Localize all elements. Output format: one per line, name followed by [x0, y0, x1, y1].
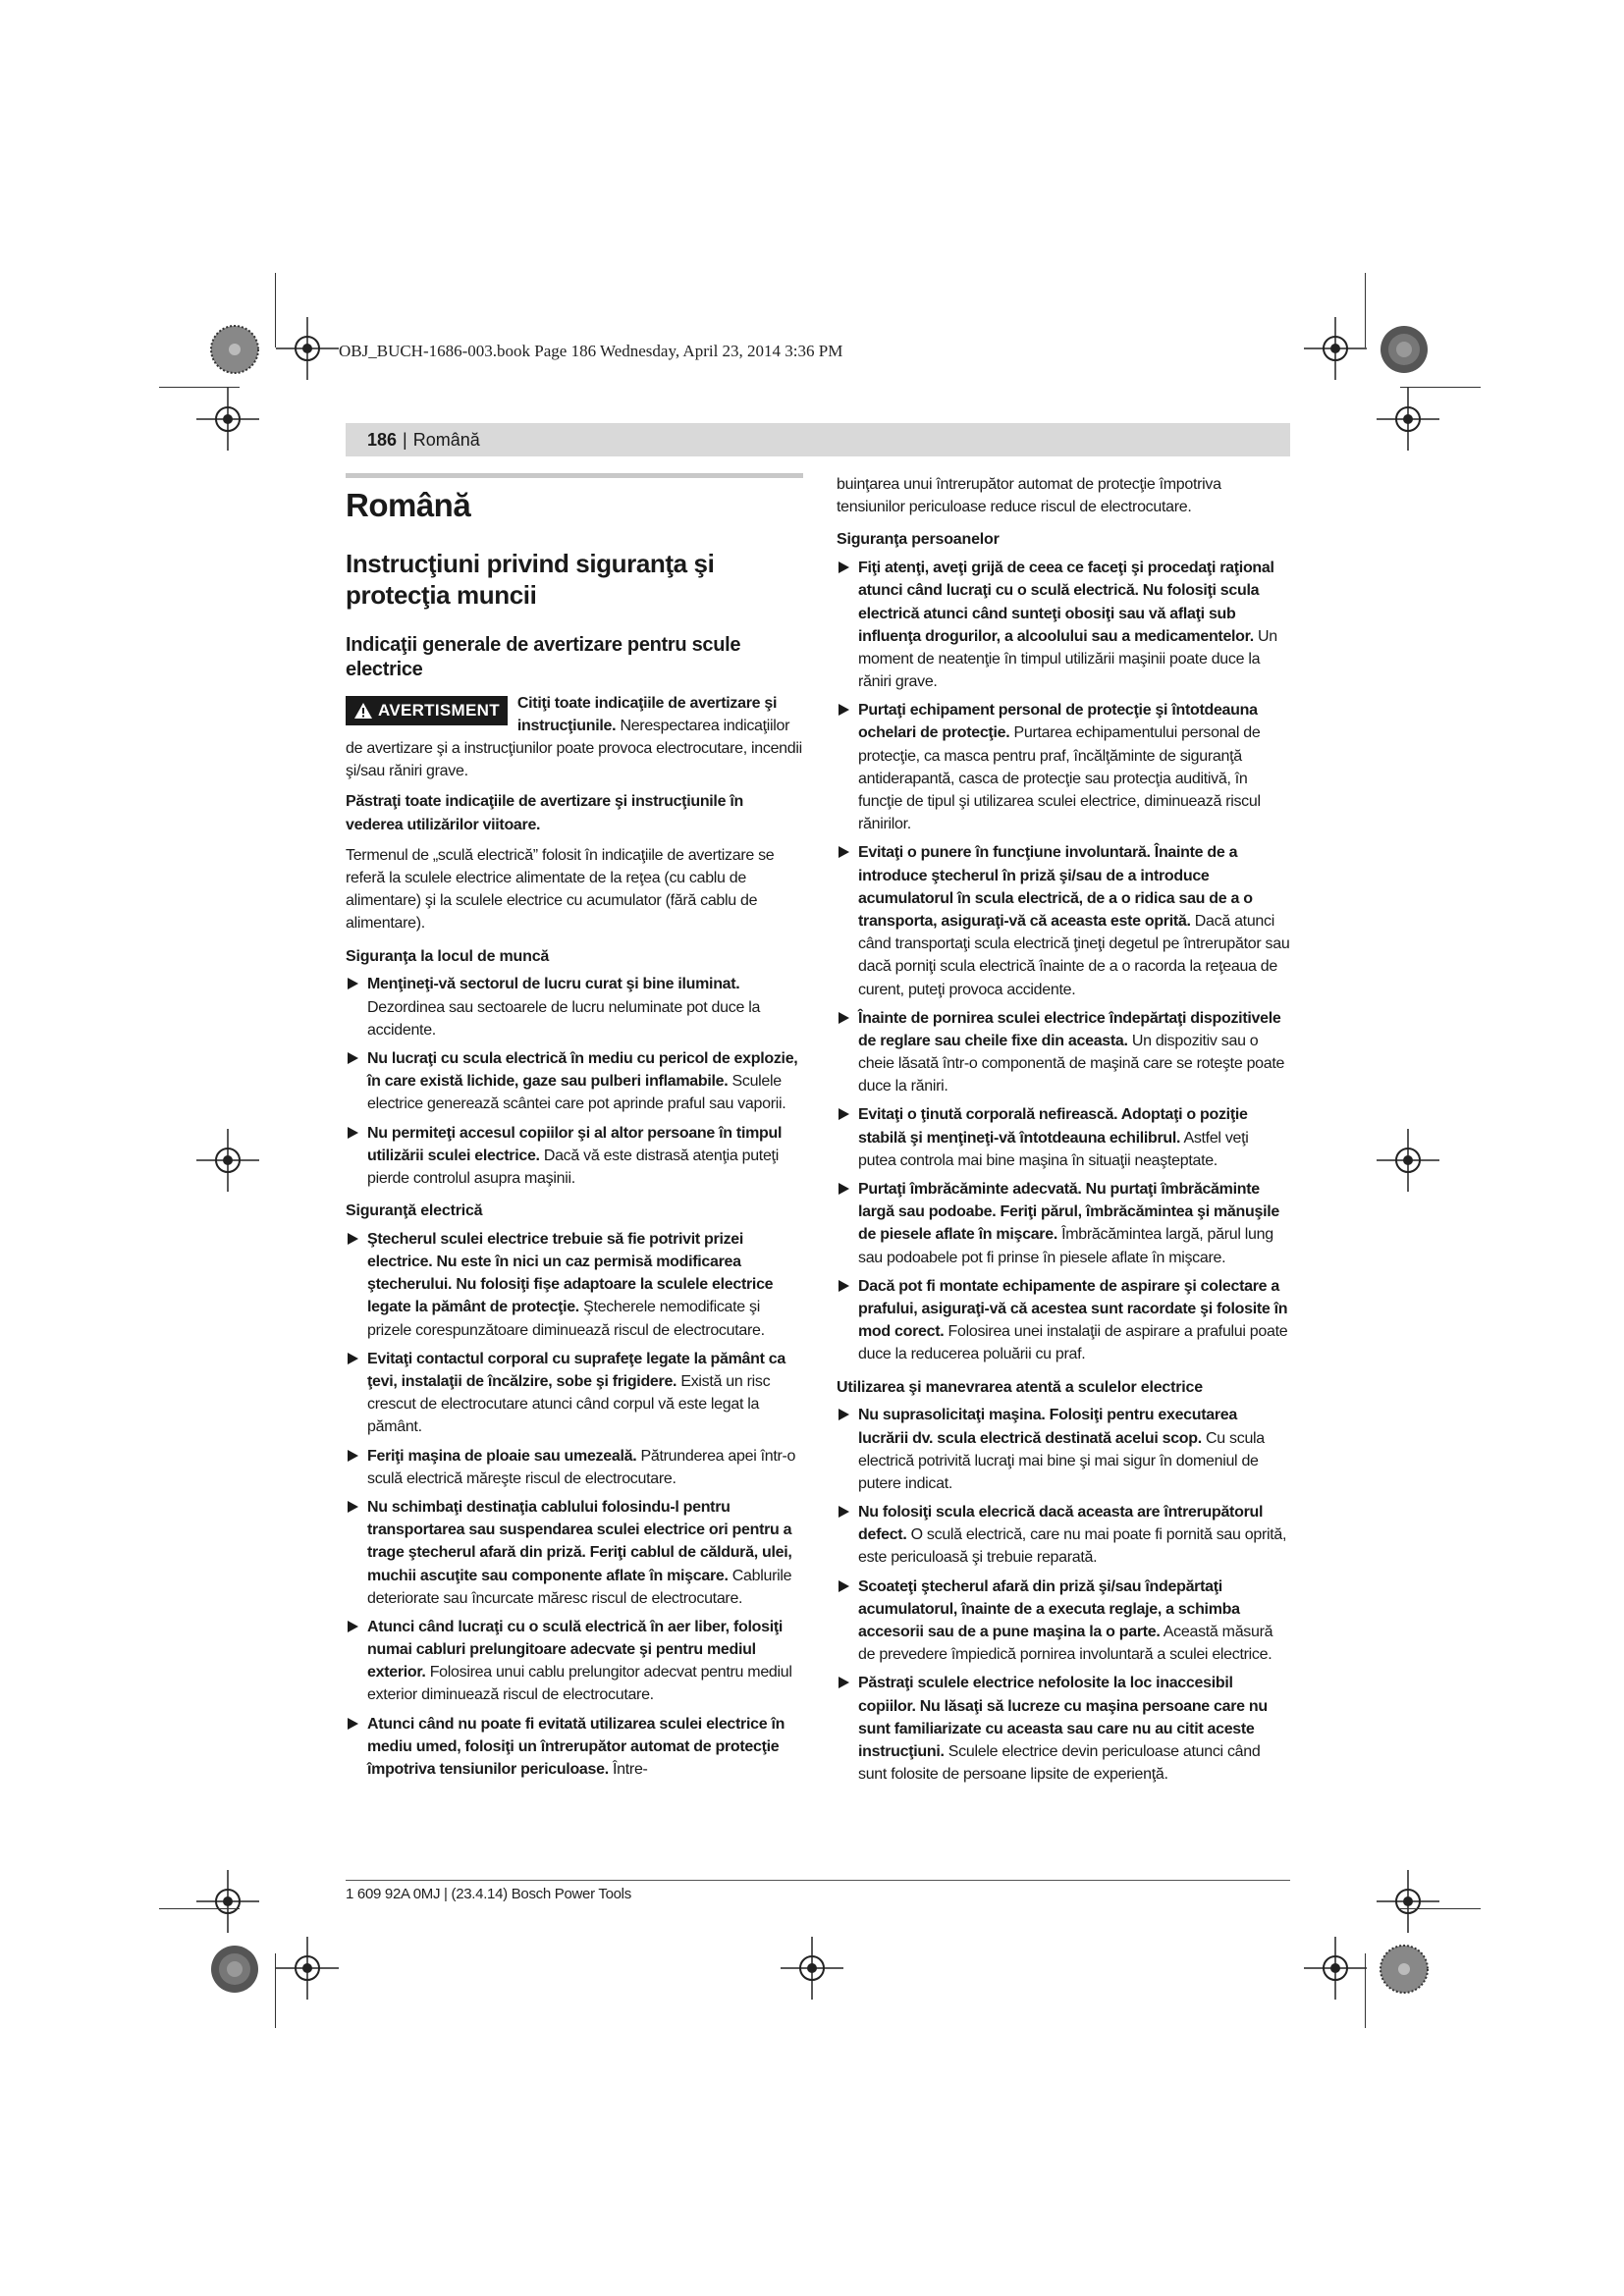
- registration-mark-right-upper: [1377, 388, 1439, 451]
- color-disc-bottom-right: [1379, 1944, 1430, 1995]
- list-item: Purtaţi îmbrăcăminte adecvată. Nu purtaţi îmbrăcăminte largă sau podoabe. Feriţi părul, îmbrăcămintea şi mănuşile de piesele aflate în mişcare. Îmbrăcămintea largă, părul lung sau podoabele pot fi prinse în piesele aflate în mişcare.: [837, 1178, 1290, 1269]
- right-column: [837, 473, 1290, 1791]
- registration-mark-left-middle: [196, 1129, 259, 1192]
- warning-bold: Citiţi toate indicaţiile de avertizare şi instrucţiunile.: [516, 694, 778, 734]
- bullet-arrow-icon: [839, 1012, 849, 1024]
- trim-line-bottom-left-horizontal: [159, 1908, 240, 1909]
- bullet-arrow-icon: [839, 1183, 849, 1195]
- trim-line-bottom-right-horizontal: [1400, 1908, 1481, 1909]
- color-disc-bottom-left: [209, 1944, 260, 1995]
- workplace-heading: Siguranţa la locul de muncă: [346, 947, 550, 965]
- bullet-arrow-icon: [348, 1127, 358, 1139]
- handling-list: [837, 1404, 1290, 1786]
- list-item: Ştecherul sculei electrice trebuie să fie potrivit prizei electrice. Nu este în nici un caz permisă modificarea ştecherului. Nu folosiţi fişe adaptoare la sculele electrice legate la pământ de protecţie. Ştecherele nemodificate şi prizele corespunzătoare diminuează riscul de electrocutare.: [346, 1228, 803, 1342]
- list-item: Evitaţi contactul corporal cu suprafeţe legate la pământ ca ţevi, instalaţii de încălzire, sobe şi frigidere. Există un risc crescut de electrocutare atunci când corpul vă este legat la pământ.: [346, 1348, 803, 1439]
- registration-mark-top-right: [1304, 317, 1367, 380]
- list-item: Evitaţi o ţinută corporală nefirească. Adoptaţi o poziţie stabilă şi menţineţi-vă întotdeauna echilibrul. Astfel veţi putea controla mai bine maşina în situaţii neaşteptate.: [837, 1103, 1290, 1172]
- bullet-arrow-icon: [839, 561, 849, 573]
- header-language: Română: [412, 429, 480, 450]
- trim-line-top-right-horizontal: [1400, 387, 1481, 388]
- color-disc-top-right: [1379, 324, 1430, 375]
- bullet-arrow-icon: [348, 1353, 358, 1364]
- registration-mark-bottom-right: [1304, 1937, 1367, 2000]
- footer-rule: [346, 1880, 1290, 1881]
- personal-list: [837, 557, 1290, 1365]
- warning-triangle-icon: [353, 702, 373, 720]
- slug-line: OBJ_BUCH-1686-003.book Page 186 Wednesday, April 23, 2014 3:36 PM: [339, 342, 843, 360]
- handling-heading: Utilizarea şi manevrarea atentă a sculelor electrice: [837, 1378, 1203, 1396]
- bullet-arrow-icon: [348, 978, 358, 989]
- bullet-arrow-icon: [839, 1506, 849, 1518]
- list-item: Nu lucraţi cu scula electrică în mediu cu pericol de explozie, în care există lichide, gaze sau pulberi inflamabile. Sculele electrice generează scântei care pot aprinde praful sau vaporii.: [346, 1047, 803, 1116]
- electrical-heading: Siguranţă electrică: [346, 1202, 483, 1220]
- warning-badge: [346, 696, 508, 726]
- page-footer: 1 609 92A 0MJ | (23.4.14) Bosch Power Tools: [346, 1886, 631, 1902]
- list-item: Nu schimbaţi destinaţia cablului folosindu-l pentru transportarea sau suspendarea sculei electrice ori pentru a trage ştecherul afară din priză. Feriţi cablul de căldură, ulei, muchii ascuţite sau componente aflate în mişcare. Cablurile deteriorate sau încurcate măresc riscul de electrocutare.: [346, 1496, 803, 1610]
- list-item: Nu permiteţi accesul copiilor şi al altor persoane în timpul utilizării sculei electrice. Dacă vă este distrasă atenţia puteţi pierde controlul asupra maşinii.: [346, 1122, 803, 1191]
- list-item: Feriţi maşina de ploaie sau umezeală. Pătrunderea apei într-o sculă electrică măreşte riscul de electrocutare.: [346, 1445, 803, 1490]
- keep-instructions: Păstraţi toate indicaţiile de avertizare şi instrucţiunile în vederea utilizărilor viitoare.: [346, 793, 743, 833]
- warning-paragraph: [346, 692, 803, 783]
- title-rule: [346, 473, 803, 478]
- section-title: Instrucţiuni privind siguranţa şi protecţia muncii: [346, 549, 715, 611]
- workplace-list: [346, 973, 803, 1190]
- registration-mark-left-lower: [196, 1870, 259, 1933]
- list-item: Evitaţi o punere în funcţiune involuntară. Înainte de a introduce ştecherul în priză şi/sau de a introduce acumulatorul în scula electrică, de a o ridica sau de a o transporta, asiguraţi-vă că aceasta este oprită. Dacă atunci când transportaţi scula electrică ţineţi degetul pe întrerupător sau dacă porniţi scula electrică înainte de a o racorda la reţeaua de curent, puteţi provoca accidente.: [837, 841, 1290, 1000]
- header-separator: |: [403, 429, 407, 450]
- bullet-arrow-icon: [348, 1052, 358, 1064]
- trim-line-top-left-horizontal: [159, 387, 240, 388]
- term-definition: Termenul de „sculă electrică” folosit în indicaţiile de avertizare se referă la sculele electrice alimentate de la reţea (cu cablu de alimentare) şi la sculele electrice cu acumulator (fără cablu de alimentare).: [346, 846, 775, 933]
- list-item: Dacă pot fi montate echipamente de aspirare şi colectare a prafului, asiguraţi-vă că acestea sunt racordate şi folosite în mod corect. Folosirea unei instalaţii de aspirare a prafului poate duce la reducerea poluării cu praf.: [837, 1275, 1290, 1366]
- bullet-arrow-icon: [839, 846, 849, 858]
- list-item: Purtaţi echipament personal de protecţie şi întotdeauna ochelari de protecţie. Purtarea echipamentului personal de protecţie, ca masca pentru praf, încălţăminte de siguranţă antiderapantă, casca de protecţie sau protecţia auditivă, în funcţie de tipul şi utilizarea sculei electrice, diminuează riscul rănirilor.: [837, 699, 1290, 835]
- warning-badge-label: AVERTISMENT: [378, 700, 500, 720]
- list-item: Fiţi atenţi, aveţi grijă de ceea ce faceţi şi procedaţi raţional atunci când lucraţi cu o sculă electrică. Nu folosiţi scula electrică atunci când sunteţi obosiţi sau vă aflaţi sub influenţa drogurilor, a alcoolului sau a medicamentelor. Un moment de neatenţie în timpul utilizării maşinii poate duce la răniri grave.: [837, 557, 1290, 693]
- trim-line-top-left-vertical: [275, 273, 276, 347]
- color-disc-top-left: [209, 324, 260, 375]
- warning-text: Nerespectarea indicaţiilor de avertizare şi a instrucţiunilor poate provoca electrocutare, incendii şi/sau răniri grave.: [346, 717, 802, 780]
- bullet-arrow-icon: [839, 1677, 849, 1688]
- bullet-arrow-icon: [348, 1233, 358, 1245]
- bullet-arrow-icon: [839, 1409, 849, 1420]
- trim-line-bottom-right-vertical: [1365, 1953, 1366, 2028]
- list-item: Menţineţi-vă sectorul de lucru curat şi bine iluminat. Dezordinea sau sectoarele de lucru neluminate pot duce la accidente.: [346, 973, 803, 1041]
- page-title: Română: [346, 487, 471, 523]
- list-item: Atunci când lucraţi cu o sculă electrică în aer liber, folosiţi numai cabluri prelungitoare adecvate şi pentru mediul exterior. Folosirea unui cablu prelungitor adecvat pentru mediul exterior diminuează riscul de electrocutare.: [346, 1616, 803, 1707]
- personal-heading: Siguranţa persoanelor: [837, 531, 1000, 549]
- list-item: Păstraţi sculele electrice nefolosite la loc inaccesibil copiilor. Nu lăsaţi să lucreze cu maşina persoane care nu sunt familiarizate cu aceasta sau care nu au citit aceste instrucţiuni. Sculele electrice devin periculoase atunci când sunt folosite de persoane lipsite de experienţă.: [837, 1672, 1290, 1786]
- list-item: Atunci când nu poate fi evitată utilizarea sculei electrice în mediu umed, folosiţi un întrerupător automat de protecţie împotriva tensiunilor periculoase. Între-: [346, 1713, 803, 1782]
- page-number: 186: [367, 429, 398, 450]
- page-header: [346, 423, 1290, 456]
- list-item: Nu suprasolicitaţi maşina. Folosiţi pentru executarea lucrării dv. scula electrică destinată acelui scop. Cu scula electrică potrivită lucraţi mai bine şi mai sigur în domeniul de putere indicat.: [837, 1404, 1290, 1495]
- registration-mark-bottom-left: [276, 1937, 339, 2000]
- bullet-arrow-icon: [839, 1580, 849, 1592]
- trim-line-bottom-left-vertical: [275, 1953, 276, 2028]
- electrical-list: [346, 1228, 803, 1781]
- left-column: [346, 473, 803, 1787]
- bullet-arrow-icon: [839, 1280, 849, 1292]
- registration-mark-bottom-center: [781, 1937, 843, 2000]
- registration-mark-top-left: [276, 317, 339, 380]
- bullet-arrow-icon: [839, 1108, 849, 1120]
- bullet-arrow-icon: [348, 1501, 358, 1513]
- registration-mark-right-lower: [1377, 1870, 1439, 1933]
- bullet-arrow-icon: [348, 1450, 358, 1462]
- list-item: Scoateţi ştecherul afară din priză şi/sau îndepărtaţi acumulatorul, înainte de a executa reglaje, a schimba accesorii sau de a pune maşina la o parte. Această măsură de prevedere împiedică pornirea involuntară a sculei electrice.: [837, 1575, 1290, 1667]
- registration-mark-right-middle: [1377, 1129, 1439, 1192]
- trim-line-top-right-vertical: [1365, 273, 1366, 347]
- bullet-arrow-icon: [348, 1621, 358, 1632]
- bullet-arrow-icon: [348, 1718, 358, 1730]
- list-item: Înainte de pornirea sculei electrice îndepărtaţi dispozitivele de reglare sau cheile fixe din aceasta. Un dispozitiv sau o cheie lăsată într-o componentă de maşină care se roteşte poate duce la răniri.: [837, 1007, 1290, 1098]
- registration-mark-left-upper: [196, 388, 259, 451]
- list-item: Nu folosiţi scula elecrică dacă aceasta are întrerupătorul defect. O sculă electrică, care nu mai poate fi pornită sau oprită, este periculoasă şi trebuie reparată.: [837, 1501, 1290, 1570]
- continuation-text: buinţarea unui întrerupător automat de protecţie împotriva tensiunilor periculoase reduce riscul de electrocutare.: [837, 476, 1221, 516]
- bullet-arrow-icon: [839, 704, 849, 716]
- subsection-title: Indicaţii generale de avertizare pentru scule electrice: [346, 633, 741, 680]
